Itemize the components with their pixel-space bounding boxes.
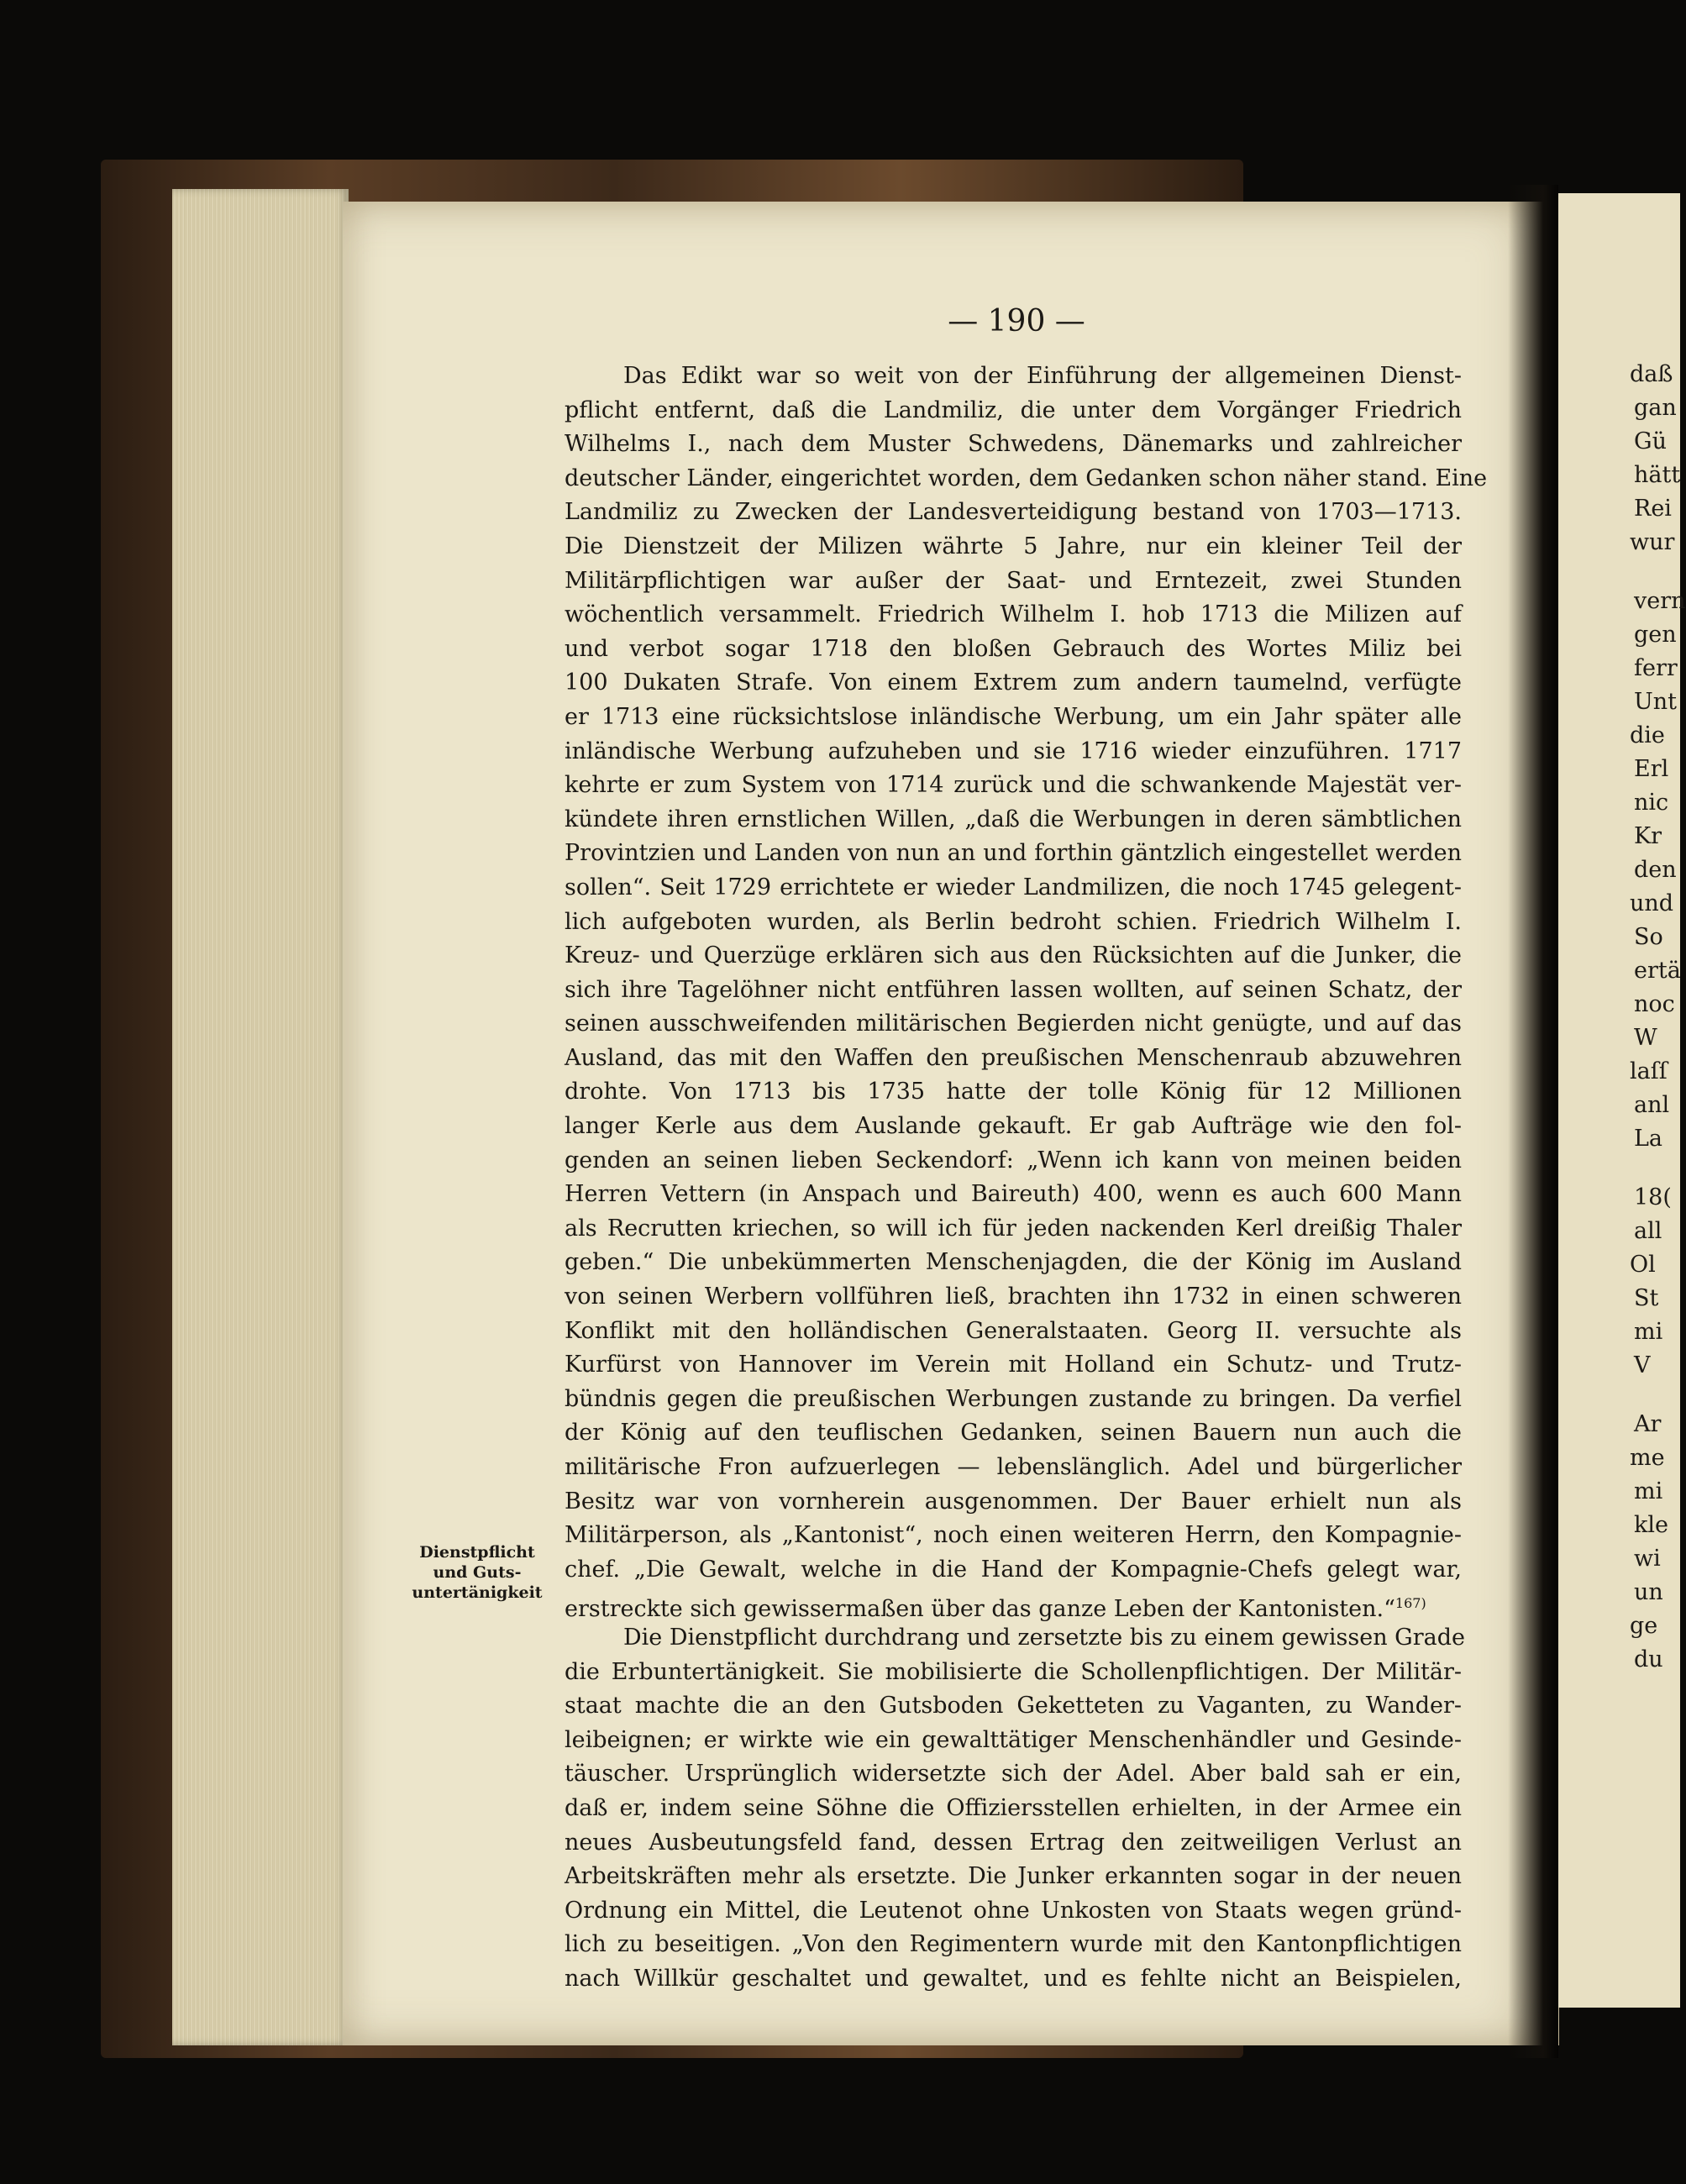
text-line: erstreckte sich gewissermaßen über das ganze Leben der Kantonisten.“ [565,1596,1395,1623]
book-gutter [1508,185,1558,2058]
text-line: kehrte er zum System von 1714 zurück und die schwankende Majestät ver- [565,772,1462,799]
text-line-with-footnote [565,1587,1462,1621]
text-line: staat machte die an den Gutsboden Geketteten zu Vaganten, zu Wander- [565,1693,1462,1719]
right-page-fragment [1558,193,1686,2008]
text-line: täuscher. Ursprünglich widersetzte sich der Adel. Aber bald sah er ein, [565,1761,1462,1788]
text-line: langer Kerle aus dem Auslande gekauft. Er gab Aufträge wie den fol- [565,1113,1462,1140]
right-page-text-fragment: St [1634,1285,1659,1311]
text-line: Landmiliz zu Zwecken der Landesverteidigung bestand von 1703—1713. [565,499,1462,526]
right-page-text-fragment: all [1634,1218,1662,1244]
right-page-text-fragment: ge [1630,1613,1658,1639]
text-line: sollen“. Seit 1729 errichtete er wieder Landmilizen, die noch 1745 gelegent- [565,874,1462,900]
body-text [565,360,1488,1997]
right-page-text-fragment: noc [1634,991,1675,1017]
right-page-text-fragment: anl [1634,1092,1670,1118]
text-line: pflicht entfernt, daß die Landmiliz, die unter dem Vorgänger Friedrich [565,396,1462,423]
right-page-text-fragment: Rei [1634,496,1672,522]
text-line: der König auf den teuflischen Gedanken, seinen Bauern nun auch die [565,1420,1462,1446]
footnote-reference: 167) [1394,1595,1426,1612]
right-page-text-fragment: Ol [1630,1252,1656,1278]
right-page-text-fragment: me [1630,1445,1665,1471]
text-line: Kreuz- und Querzüge erklären sich aus den Rücksichten auf die Junker, die [565,942,1462,969]
text-line: Ordnung ein Mittel, die Leutenot ohne Unkosten von Staats wegen gründ- [565,1897,1462,1924]
right-page-text-fragment: V [1634,1352,1651,1378]
text-line: Wilhelms I., nach dem Muster Schwedens, Dänemarks und zahlreicher [565,431,1462,458]
right-page-text-fragment: nic [1634,790,1669,816]
right-page-text-fragment: hätt [1634,462,1681,488]
right-page-text-fragment: mi [1634,1478,1663,1504]
text-line: sich ihre Tagelöhner nicht entführen lassen wollten, auf seinen Schatz, der [565,976,1462,1003]
right-page-text-fragment: den [1634,857,1677,883]
right-page-text-fragment: Gü [1634,428,1667,454]
margin-note-line: und Guts- [433,1563,522,1582]
right-page-text-fragment: So [1634,924,1663,950]
text-line: lich zu beseitigen. „Von den Regimentern wurde mit den Kantonpflichtigen [565,1931,1462,1958]
text-line: militärische Fron aufzuerlegen — lebenslänglich. Adel und bürgerlicher [565,1454,1462,1480]
right-page-text-fragment: du [1634,1646,1663,1672]
text-line: Herren Vettern (in Anspach und Baireuth) 400, wenn es auch 600 Mann [565,1181,1462,1208]
page-number: — 190 — [948,304,1085,339]
text-line: er 1713 eine rücksichtslose inländische Werbung, um ein Jahr später alle [565,703,1462,730]
text-line: seinen ausschweifenden militärischen Begierden nicht genügte, und auf das [565,1011,1462,1037]
right-page-text-fragment: 18( [1634,1184,1672,1210]
text-line: Arbeitskräften mehr als ersetzte. Die Junker erkannten sogar in der neuen [565,1863,1462,1890]
text-line: deutscher Länder, eingerichtet worden, dem Gedanken schon näher stand. Eine [565,465,1488,491]
text-line: Besitz war von vornherein ausgenommen. Der Bauer erhielt nun als [565,1488,1462,1515]
margin-note-line: untertänigkeit [412,1583,543,1602]
right-page-text-fragment: wi [1634,1546,1661,1572]
text-line: die Erbuntertänigkeit. Sie mobilisierte die Schollenpflichtigen. Der Militär- [565,1658,1462,1685]
right-page-text-fragment: La [1634,1126,1663,1152]
text-line: und verbot sogar 1718 den bloßen Gebrauch des Wortes Miliz bei [565,635,1462,662]
text-line: chef. „Die Gewalt, welche in die Hand der Kompagnie-Chefs gelegt war, [565,1556,1462,1583]
text-line: nach Willkür geschaltet und gewaltet, und es fehlte nicht an Beispielen, [565,1965,1462,1992]
right-page-text-fragment: un [1634,1579,1663,1605]
margin-note-line: Dienstpflicht [419,1543,535,1562]
right-page-text-fragment: Ar [1634,1411,1662,1437]
right-page-text-fragment: Erl [1634,756,1669,782]
text-line: neues Ausbeutungsfeld fand, dessen Ertrag den zeitweiligen Verlust an [565,1829,1462,1856]
text-line: drohte. Von 1713 bis 1735 hatte der tolle König für 12 Millionen [565,1079,1462,1105]
right-page-text-fragment: Unt [1634,689,1677,715]
text-line: leibeignen; er wirkte wie ein gewalttätiger Menschenhändler und Gesinde- [565,1726,1462,1753]
right-page-text-fragment: mi [1634,1319,1663,1345]
text-line: wöchentlich versammelt. Friedrich Wilhelm I. hob 1713 die Milizen auf [565,601,1462,628]
right-page-text-fragment: wur [1630,529,1675,555]
text-line: als Recrutten kriechen, so will ich für jeden nackenden Kerl dreißig Thaler [565,1215,1462,1242]
text-line: von seinen Werbern vollführen ließ, brachten ihn 1732 in einen schweren [565,1284,1462,1310]
right-page-text-fragment: und [1630,890,1674,916]
right-page-text-fragment: gen [1634,622,1677,648]
margin-note [410,1542,544,1603]
text-line: daß er, indem seine Söhne die Offiziersstellen erhielten, in der Armee ein [565,1794,1462,1821]
text-line: Militärperson, als „Kantonist“, noch einen weiteren Herrn, den Kompagnie- [565,1522,1462,1549]
right-page-text-fragment: ertä [1634,958,1681,984]
text-line: bündnis gegen die preußischen Werbungen zustande zu bringen. Da verfiel [565,1385,1462,1412]
text-line: inländische Werbung aufzuheben und sie 1716 wieder einzuführen. 1717 [565,738,1462,764]
text-line: genden an seinen lieben Seckendorf: „Wenn ich kann von meinen beiden [565,1147,1462,1173]
right-page-text-fragment: gan [1634,395,1677,421]
text-line: Die Dienstpflicht durchdrang und zersetzte bis zu einem gewissen Grade [623,1624,1466,1651]
text-line: geben.“ Die unbekümmerten Menschenjagden, die der König im Ausland [565,1249,1462,1276]
right-page-text-fragment: vern [1634,588,1686,614]
right-page-text-fragment: ferr [1634,655,1678,681]
right-page-text-fragment: Kr [1634,823,1662,849]
right-page-text-fragment: W [1634,1025,1657,1051]
text-line: Das Edikt war so weit von der Einführung der allgemeinen Dienst- [623,363,1462,389]
text-line: Ausland, das mit den Waffen den preußischen Menschenraub abzuwehren [565,1044,1462,1071]
right-page-text-fragment: laſſ [1630,1058,1668,1084]
text-line: kündete ihren ernstlichen Willen, „daß die Werbungen in deren sämbtlichen [565,806,1462,832]
text-line: lich aufgeboten wurden, als Berlin bedroht schien. Friedrich Wilhelm I. [565,908,1462,935]
text-line: Provintzien und Landen von nun an und forthin gäntzlich eingestellet werden [565,840,1462,867]
text-line: Konflikt mit den holländischen Generalstaaten. Georg II. versuchte als [565,1317,1462,1344]
text-line: Kurfürst von Hannover im Verein mit Holland ein Schutz- und Trutz- [565,1352,1462,1378]
right-page-text-fragment: die [1630,722,1665,748]
right-page-text-fragment: kle [1634,1512,1668,1538]
text-line: Militärpflichtigen war außer der Saat- und Erntezeit, zwei Stunden [565,567,1462,594]
text-line: 100 Dukaten Strafe. Von einem Extrem zum andern taumelnd, verfügte [565,669,1462,696]
right-page-text-fragment: daß [1630,361,1673,387]
page-edges [172,189,349,2045]
text-line: Die Dienstzeit der Milizen währte 5 Jahre, nur ein kleiner Teil der [565,533,1462,559]
